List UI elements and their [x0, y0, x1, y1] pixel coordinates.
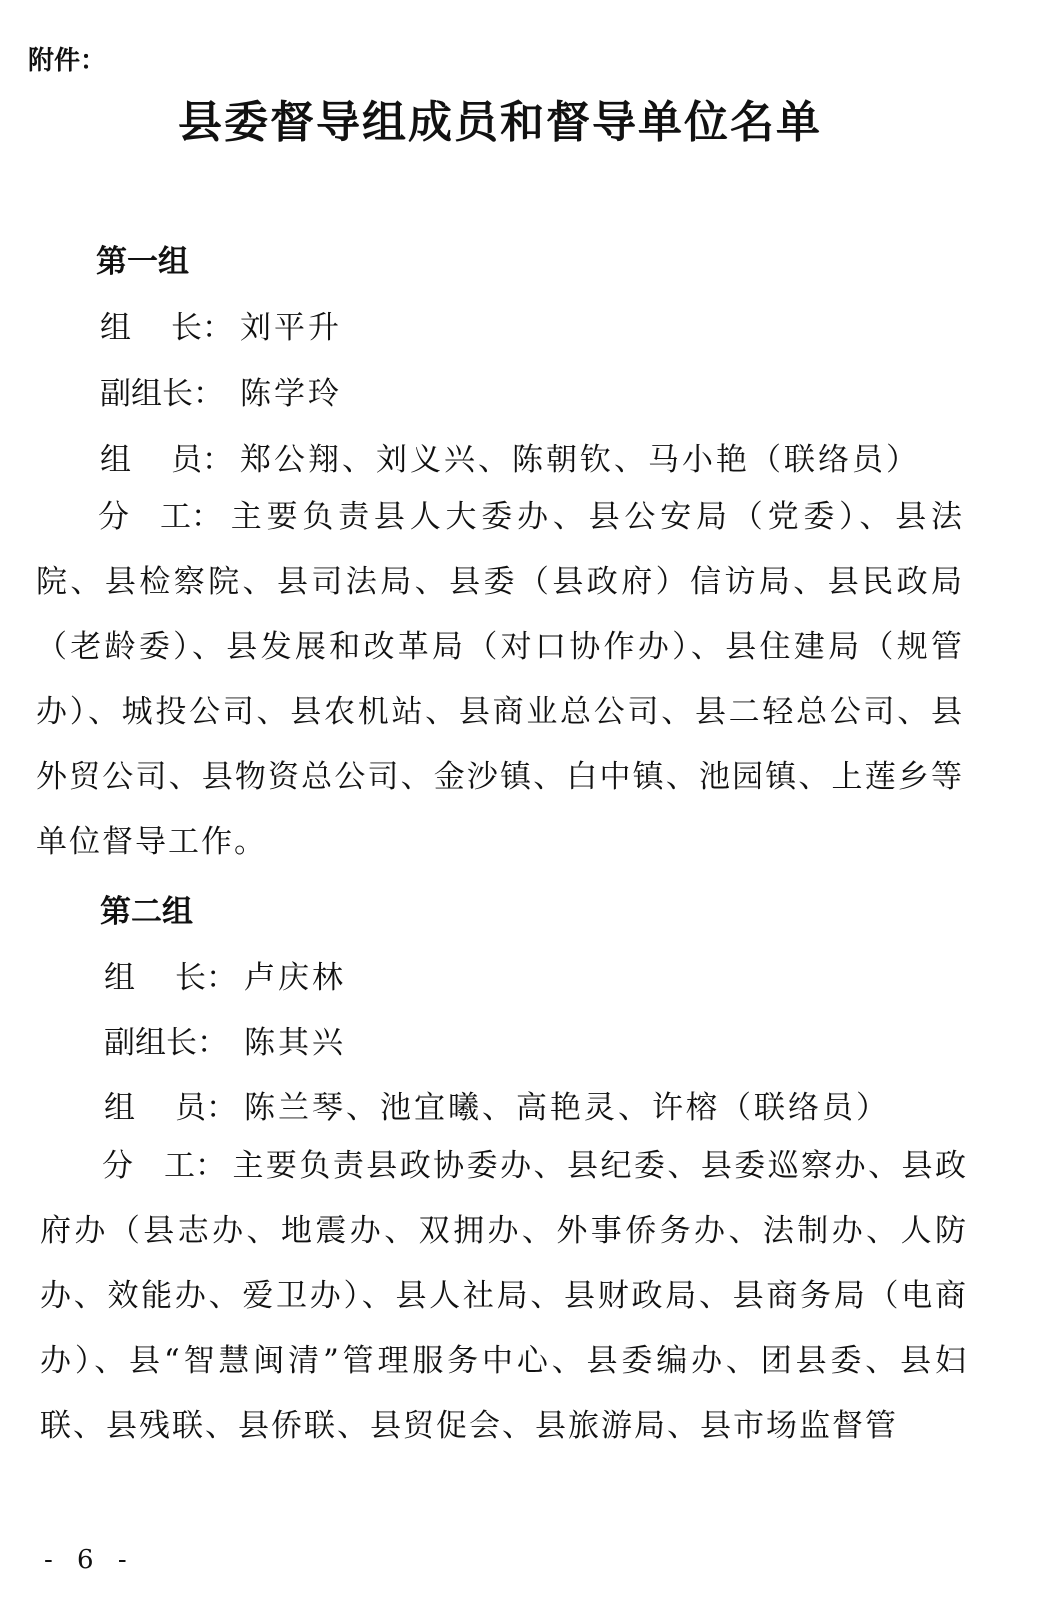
group2-members-label: 组 员： — [104, 1090, 237, 1126]
group1-heading: 第一组 — [96, 244, 189, 280]
group1-members: 郑公翔、刘义兴、陈朝钦、马小艳（联络员） — [240, 442, 920, 478]
group1-leader: 刘平升 — [240, 310, 342, 346]
group1-members-label: 组 员： — [100, 442, 233, 478]
group1-leader-label: 组 长： — [100, 310, 233, 346]
group2-deputy-label: 副组长： — [104, 1025, 228, 1061]
group2-heading: 第二组 — [100, 894, 193, 930]
group2-members: 陈兰琴、池宜曦、高艳灵、许榕（联络员） — [244, 1090, 890, 1126]
group1-deputy: 陈学玲 — [240, 376, 342, 412]
attachment-label: 附件： — [28, 46, 107, 76]
group2-leader: 卢庆林 — [244, 960, 346, 996]
group2-members-line — [104, 1082, 890, 1127]
group1-duty-text: 主要负责县人大委办、县公安局（党委）、县法院、县检察院、县司法局、县委（县政府）信访局、县民政局（老龄委）、县发展和改革局（对口协作办）、县住建局（规管办）、城投公司、县农机站、县商业总公司、县二轻总公司、县外贸公司、县物资总公司、金沙镇、白中镇、池园镇、上莲乡等单位督导工作。 — [36, 499, 964, 860]
group2-duty-label: 分 工： — [102, 1148, 226, 1184]
group2-deputy: 陈其兴 — [244, 1025, 346, 1061]
group1-deputy-label: 副组长： — [100, 376, 224, 412]
group1-duty-label: 分 工： — [98, 499, 222, 535]
group2-deputy-line — [104, 1017, 346, 1062]
group1-leader-line — [100, 302, 342, 347]
group1-duty-paragraph — [36, 485, 964, 875]
page-number: - 6 - — [44, 1545, 135, 1575]
group2-duty-paragraph — [40, 1134, 968, 1459]
group2-leader-line — [104, 952, 346, 997]
group2-leader-label: 组 长： — [104, 960, 237, 996]
group1-members-line — [100, 434, 920, 479]
group1-deputy-line — [100, 368, 342, 413]
document-title: 县委督导组成员和督导单位名单 — [178, 97, 822, 148]
group2-duty-text: 主要负责县政协委办、县纪委、县委巡察办、县政府办（县志办、地震办、双拥办、外事侨务办、法制办、人防办、效能办、爱卫办）、县人社局、县财政局、县商务局（电商办）、县“智慧闽清”管理服务中心、县委编办、团县委、县妇联、县残联、县侨联、县贸促会、县旅游局、县市场监督管 — [40, 1148, 968, 1444]
